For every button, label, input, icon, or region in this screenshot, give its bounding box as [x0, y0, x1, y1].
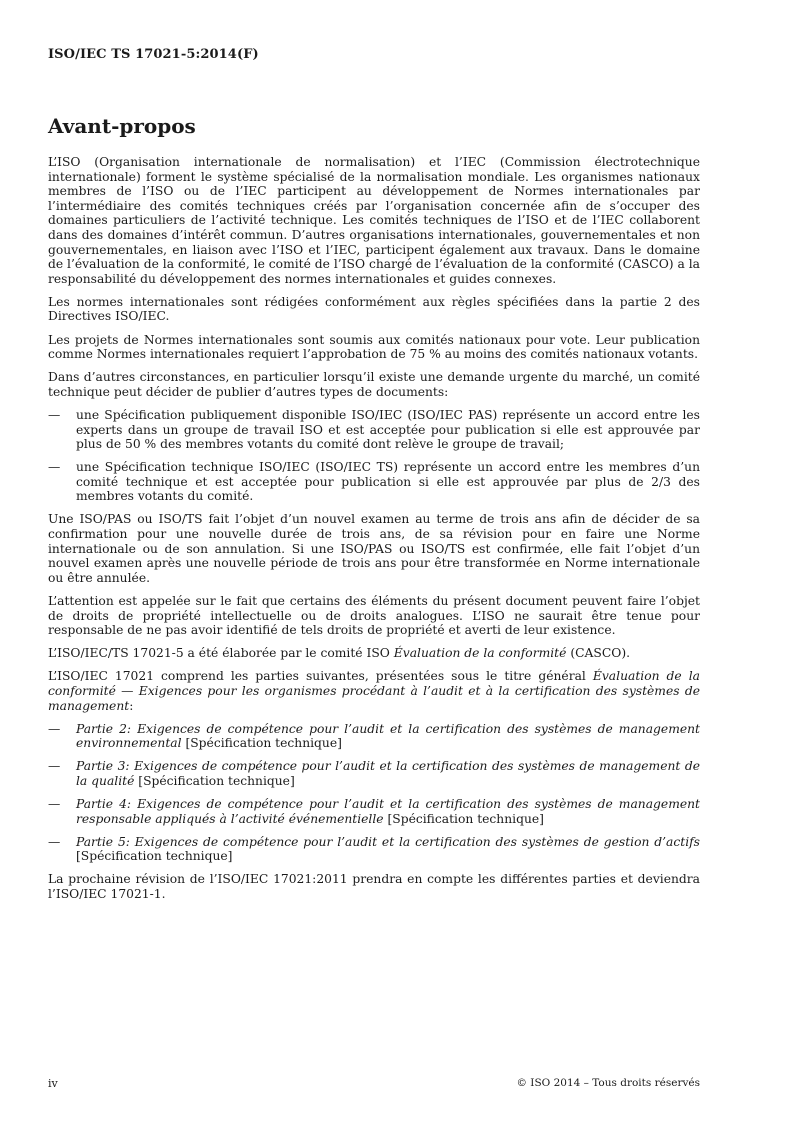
paragraph-review: Une ISO/PAS ou ISO/TS fait l’objet d’un nouvel examen au terme de trois ans afin de décider de sa confirmation pour une nouvelle durée de trois ans, de sa révision pour en faire une Norme internationale ou de son annulation. Si une ISO/PAS ou ISO/TS est confirmée, elle fait l’objet d’un nouvel examen après une nouvelle période de trois ans pour être transformée en Norme internationale ou être annulée. — [48, 512, 700, 585]
list-item-part-4 — [48, 797, 700, 826]
list-item-part-5 — [48, 835, 700, 864]
part-type: [Spécification technique] — [181, 736, 342, 751]
paragraph-other-documents: Dans d’autres circonstances, en particulier lorsqu’il existe une demande urgente du marché, un comité technique peut décider de publier d’autres types de documents: — [48, 370, 700, 399]
paragraph-voting: Les projets de Normes internationales sont soumis aux comités nationaux pour vote. Leur publication comme Normes internationales requiert l’approbation de 75 % au moins des comités nationaux votants. — [48, 332, 700, 362]
part-type: [Spécification technique] — [76, 849, 233, 864]
dash-mark: — — [48, 721, 61, 736]
list-item-text: une Spécification publiquement disponible ISO/IEC (ISO/IEC PAS) représente un accord entre les experts dans un groupe de travail ISO et est acceptée pour publication si elle est approuvée par plus de 50 % des membres votants du comité dont relève le groupe de travail; — [76, 407, 700, 452]
dash-mark: — — [48, 460, 61, 475]
dash-mark: — — [48, 407, 61, 422]
part-title: Partie 3: Exigences de compétence pour l’audit et la certification des systèmes de management de la qualité — [76, 759, 700, 788]
foreword-body — [48, 155, 700, 910]
part-title: Partie 2: Exigences de compétence pour l’audit et la certification des systèmes de management environnemental — [76, 721, 700, 751]
parts-intro-text: L’ISO/IEC 17021 comprend les parties suivantes, présentées sous le titre général — [48, 669, 593, 684]
page-title: Avant-propos — [48, 114, 196, 138]
document-identifier: ISO/IEC TS 17021-5:2014(F) — [48, 47, 259, 62]
copyright-notice: © ISO 2014 – Tous droits réservés — [516, 1077, 700, 1089]
parts-intro-colon: : — [129, 698, 134, 713]
dash-mark: — — [48, 796, 61, 811]
committee-text: L’ISO/IEC/TS 17021-5 a été élaborée par le comité ISO — [48, 646, 394, 661]
list-item-part-3 — [48, 759, 700, 788]
list-item-pas — [48, 408, 700, 452]
committee-name: Évaluation de la conformité — [393, 646, 567, 661]
part-title: Partie 4: Exigences de compétence pour l’audit et la certification des systèmes de management responsable appliqués à l’activité événementielle — [76, 796, 700, 826]
part-type: [Spécification technique] — [383, 811, 544, 826]
dash-mark: — — [48, 834, 61, 849]
committee-suffix: (CASCO). — [566, 646, 631, 661]
paragraph-committee — [48, 646, 700, 661]
list-item-ts — [48, 460, 700, 504]
paragraph-patents: L’attention est appelée sur le fait que certains des éléments du présent document peuvent faire l’objet de droits de propriété intellectuelle ou de droits analogues. L’ISO ne saurait être tenue pour responsable de ne pas avoir identifié de tels droits de propriété et averti de leur existence. — [48, 593, 700, 638]
general-title: Évaluation de la conformité — Exigences pour les organismes procédant à l’audit et à la certification des systèmes de management — [48, 669, 700, 713]
list-item-part-2 — [48, 722, 700, 751]
dash-mark: — — [48, 759, 61, 774]
page-number: iv — [48, 1077, 58, 1090]
paragraph-next-revision: La prochaine révision de l’ISO/IEC 17021:2011 prendra en compte les différentes parties et deviendra l’ISO/IEC 17021-1. — [48, 872, 700, 901]
part-type: [Spécification technique] — [134, 773, 295, 788]
paragraph-parts-intro — [48, 669, 700, 713]
part-title: Partie 5: Exigences de compétence pour l’audit et la certification des systèmes de gestion d’actifs — [76, 834, 700, 849]
paragraph-intro: L’ISO (Organisation internationale de normalisation) et l’IEC (Commission électrotechnique internationale) forment le système spécialisé de la normalisation mondiale. Les organismes nationaux membres de l’ISO ou de l’IEC participent au développement de Normes internationales par l’intermédiaire des comités techniques créés par l’organisation concernée afin de s’occuper des domaines particuliers de l’activité technique. Les comités techniques de l’ISO et de l’IEC collaborent dans des domaines d’intérêt commun. D’autres organisations internationales, gouvernementales et non gouvernementales, en liaison avec l’ISO et l’IEC, participent également aux travaux. Dans le domaine de l’évaluation de la conformité, le comité de l’ISO chargé de l’évaluation de la conformité (CASCO) a la responsabilité du développement des normes internationales et guides connexes. — [48, 155, 700, 286]
list-item-text: une Spécification technique ISO/IEC (ISO/IEC TS) représente un accord entre les membres d’un comité technique et est acceptée pour publication si elle est approuvée par plus de 2/3 des membres votants du comité. — [76, 460, 700, 504]
paragraph-drafting-rules: Les normes internationales sont rédigées conformément aux règles spécifiées dans la partie 2 des Directives ISO/IEC. — [48, 294, 700, 324]
